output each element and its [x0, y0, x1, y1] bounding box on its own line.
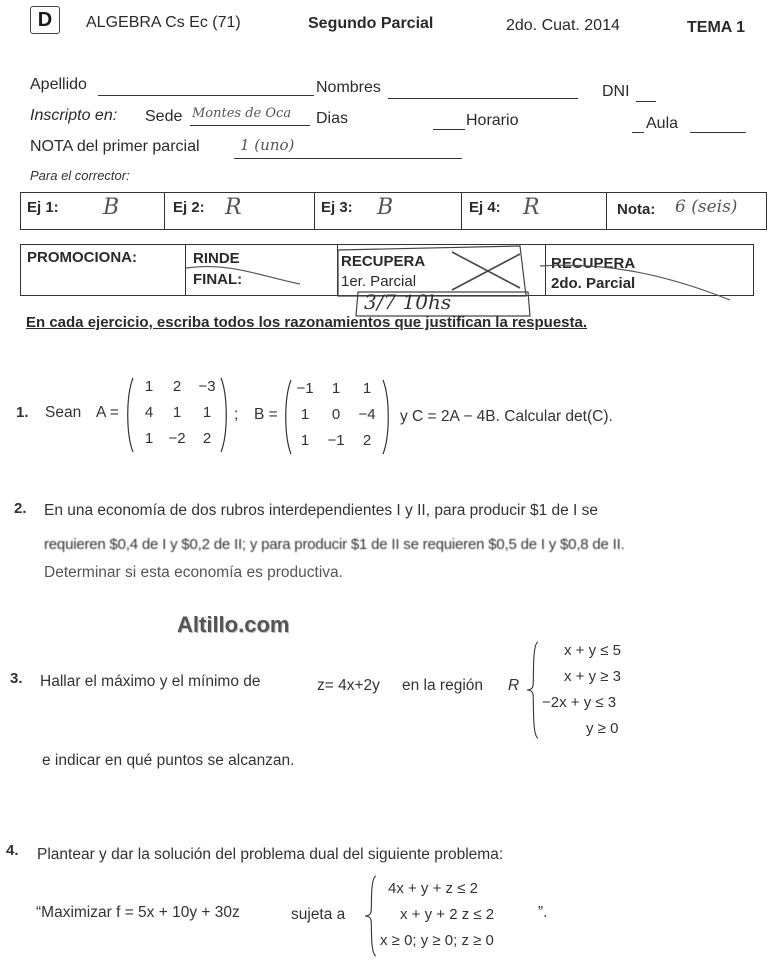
matrix-separator: ; — [234, 406, 239, 423]
dias-label: Dias — [316, 110, 349, 127]
ex3-tail: e indicar en qué puntos se alcanzan. — [42, 752, 295, 769]
ex1-sean: Sean — [45, 404, 82, 421]
ex3-objective: z= 4x+2y — [317, 677, 380, 694]
horario-label: Horario — [466, 112, 519, 129]
status-handwriting — [0, 0, 780, 340]
inscripto-label: Inscripto en: — [30, 107, 118, 124]
ex4-text: Plantear y dar la solución del problema dual del siguiente problema: — [37, 846, 504, 863]
recupera2-sub: 2do. Parcial — [551, 275, 636, 292]
matrix-a: 1 2 −3 4 1 1 1 −2 2 — [124, 376, 230, 454]
ex4-constraint-1: 4x + y + z ≤ 2 — [388, 880, 478, 897]
ex4-close-quote: ”. — [538, 904, 548, 921]
instruction: En cada ejercicio, escriba todos los razonamientos que justifican la respuesta. — [26, 314, 588, 331]
aula-label: Aula — [646, 115, 679, 132]
recupera2-label: RECUPERA — [551, 255, 636, 272]
ex2-number: 2. — [14, 500, 27, 517]
promociona-label: PROMOCIONA: — [27, 249, 137, 266]
course-name: ALGEBRA Cs Ec (71) — [86, 14, 241, 31]
ej3-grade: B — [377, 195, 394, 220]
dni-label: DNI — [602, 83, 630, 100]
right-paren — [382, 378, 392, 456]
left-paren — [124, 376, 134, 454]
matrix-a-label: A = — [96, 404, 119, 421]
nombres-label: Nombres — [316, 79, 381, 96]
ex1-number: 1. — [16, 404, 29, 421]
ex2-line1: En una economía de dos rubros interdependientes I y II, para producir $1 de I se — [44, 502, 599, 519]
ex3-constraint-1: x + y ≤ 5 — [564, 642, 622, 659]
ex4-sujeta: sujeta a — [291, 906, 346, 923]
ex3-constraint-4: y ≥ 0 — [586, 720, 619, 737]
ej4-grade: R — [523, 195, 540, 220]
ex3-region-text: en la región — [402, 677, 484, 694]
nota-primer-handwritten: 1 (uno) — [240, 136, 295, 154]
exam-title: Segundo Parcial — [308, 15, 434, 32]
ex4-constraint-3: x ≥ 0; y ≥ 0; z ≥ 0 — [380, 932, 494, 949]
ex4-maximize: “Maximizar f = 5x + 10y + 30z — [36, 904, 240, 921]
ej1-label: Ej 1: — [27, 199, 59, 216]
sede-handwritten: Montes de Oca — [192, 106, 292, 121]
exam-term: 2do. Cuat. 2014 — [506, 17, 620, 34]
ex2-line2: requieren $0,4 de I y $0,2 de II; y para producir $1 de II se requieren $0,5 de I y $0,8 de II. — [44, 536, 625, 553]
ej2-grade: R — [225, 195, 242, 220]
ej2-label: Ej 2: — [173, 199, 205, 216]
tema-letter-box: D — [30, 6, 60, 34]
ex4-number: 4. — [6, 842, 19, 859]
ex4-brace — [364, 874, 378, 958]
matrix-b-label: B = — [254, 406, 278, 423]
corrector-label: Para el corrector: — [30, 168, 130, 183]
ex3-brace — [526, 640, 540, 740]
sede-label: Sede — [145, 108, 183, 125]
status-hand-note: 3/7 10hs — [364, 290, 452, 314]
tema-number: TEMA 1 — [687, 19, 746, 36]
ex4-constraint-2: x + y + 2 z ≤ 2 — [400, 906, 495, 923]
ex1-statement: y C = 2A − 4B. Calcular det(C). — [400, 408, 613, 425]
ex3-text: Hallar el máximo y el mínimo de — [40, 673, 261, 690]
rinde-label: RINDE — [193, 250, 240, 267]
nota-label: Nota: — [617, 201, 656, 218]
ex3-region-symbol: R — [508, 677, 520, 694]
nota-grade: 6 (seis) — [675, 197, 738, 217]
recupera1-sub: 1er. Parcial — [341, 273, 417, 290]
ej1-grade: B — [103, 195, 120, 220]
ex2-line3: Determinar si esta economía es productiva. — [44, 564, 343, 581]
ej3-label: Ej 3: — [321, 199, 353, 216]
ex3-constraint-3: −2x + y ≤ 3 — [542, 694, 617, 711]
final-label: FINAL: — [193, 271, 243, 288]
nota-primer-label: NOTA del primer parcial — [30, 138, 200, 155]
watermark-logo: Altillo.com — [177, 612, 290, 637]
matrix-b: −1 1 1 1 0 −4 1 −1 2 — [282, 378, 392, 456]
recupera1-label: RECUPERA — [341, 253, 426, 270]
ej4-label: Ej 4: — [469, 199, 501, 216]
ex3-number: 3. — [10, 670, 23, 687]
apellido-label: Apellido — [30, 76, 87, 93]
ex3-constraint-2: x + y ≥ 3 — [564, 668, 622, 685]
